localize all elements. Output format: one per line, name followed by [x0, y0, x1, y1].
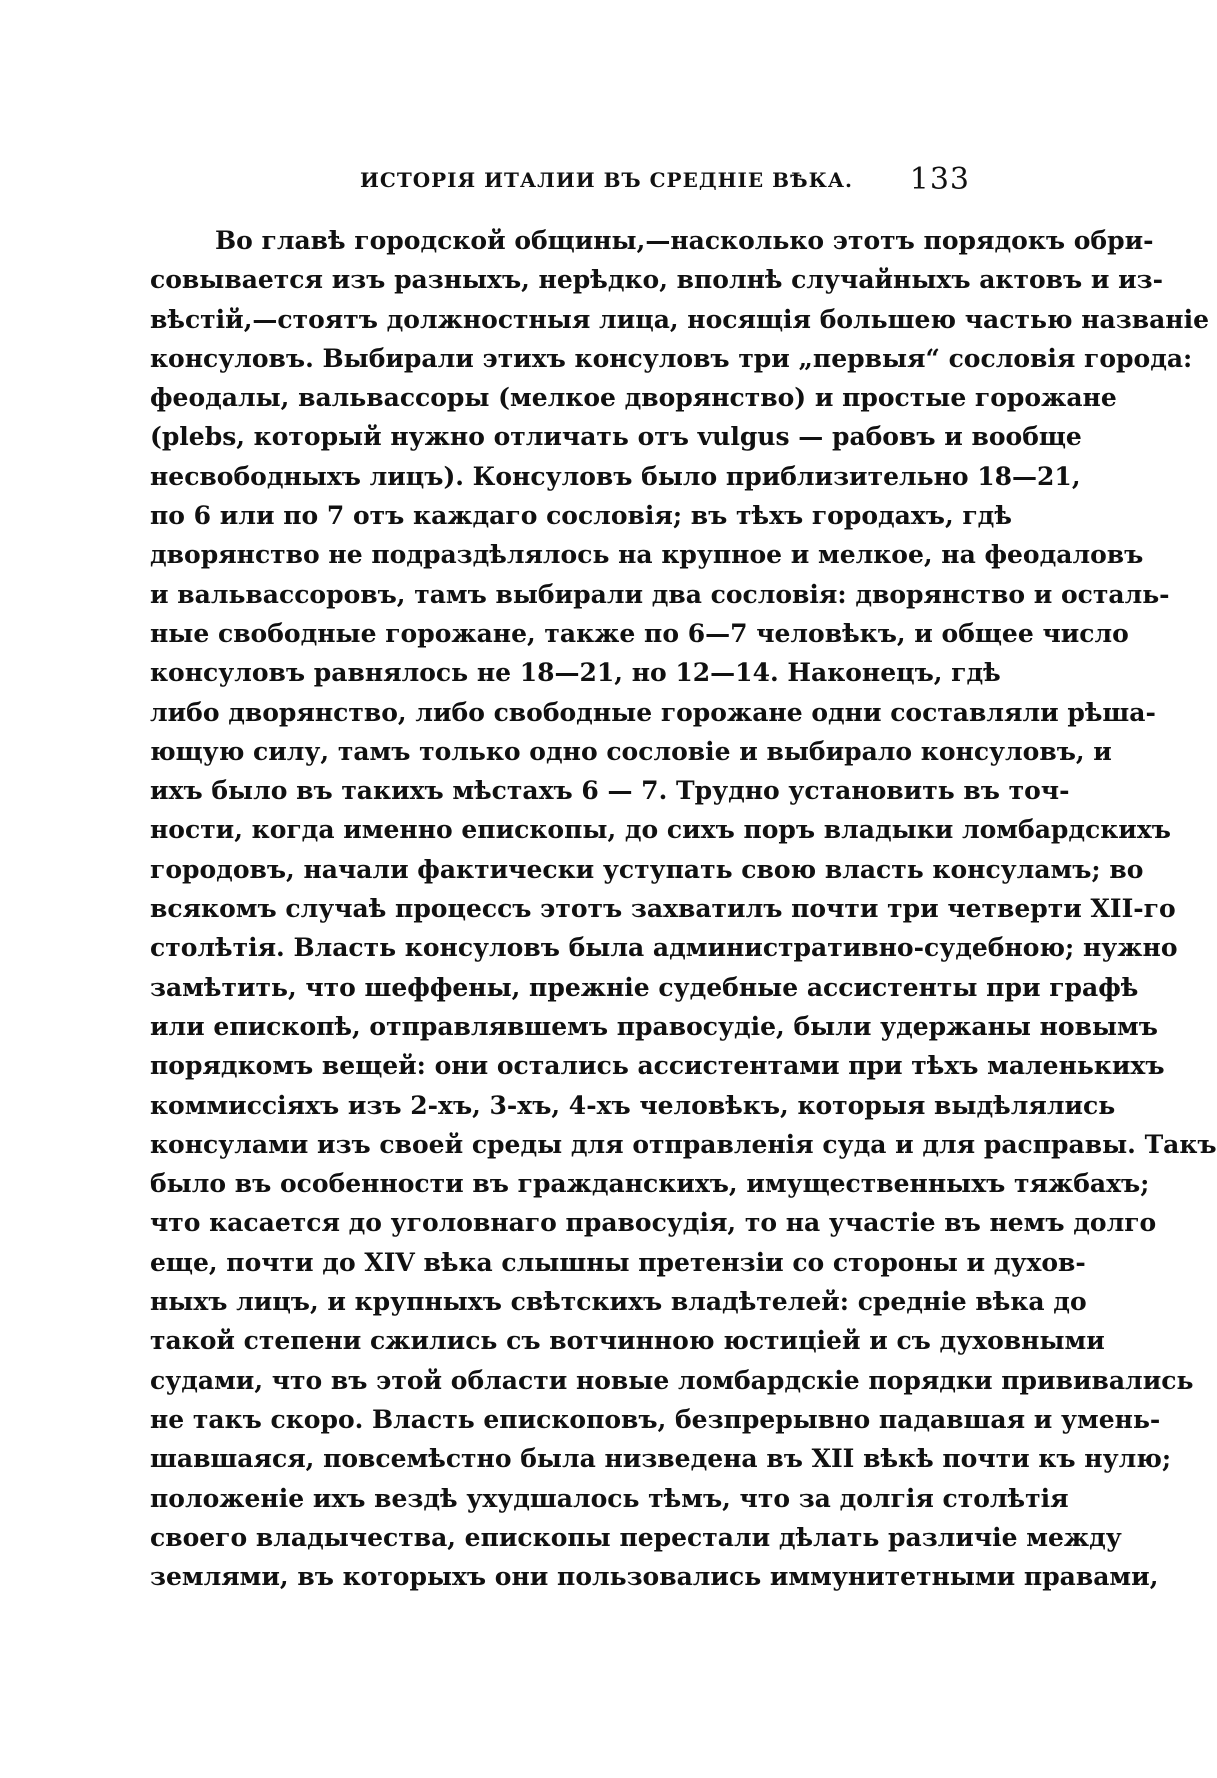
- text-line: консуловъ. Выбирали этихъ консуловъ три „первыя“ сословія города:: [150, 343, 1193, 373]
- text-line: вѣстій,—стоятъ должностныя лица, носящія большею частью названіе: [150, 304, 1209, 334]
- text-line: Во главѣ городской общины,—насколько этотъ порядокъ обри-: [215, 226, 1154, 255]
- text-line: ности, когда именно епископы, до сихъ поръ владыки ломбардскихъ: [150, 815, 1171, 845]
- text-line: положеніе ихъ вездѣ ухудшалось тѣмъ, что за долгія столѣтія: [150, 1483, 1069, 1513]
- text-line: не такъ скоро. Власть епископовъ, безпрерывно падавшая и умень-: [150, 1404, 1161, 1434]
- text-line: совывается изъ разныхъ, нерѣдко, вполнѣ случайныхъ актовъ и из-: [150, 265, 1163, 295]
- text-line: порядкомъ вещей: они остались ассистентами при тѣхъ маленькихъ: [150, 1051, 1165, 1081]
- text-line: столѣтія. Власть консуловъ была административно-судебною; нужно: [150, 933, 1178, 963]
- text-line: либо дворянство, либо свободные горожане одни составляли рѣша-: [150, 697, 1156, 727]
- text-line: ихъ было въ такихъ мѣстахъ 6 — 7. Трудно установить въ точ-: [150, 776, 1070, 806]
- text-line: ющую силу, тамъ только одно сословіе и выбирало консуловъ, и: [150, 736, 1112, 766]
- text-line: консуловъ равнялось не 18—21, но 12—14. Наконецъ, гдѣ: [150, 658, 1001, 688]
- text-line: дворянство не подраздѣлялось на крупное и мелкое, на феодаловъ: [150, 540, 1144, 570]
- text-line: было въ особенности въ гражданскихъ, имущественныхъ тяжбахъ;: [150, 1169, 1150, 1199]
- page-number: 133: [909, 162, 970, 197]
- text-line: всякомъ случаѣ процессъ этотъ захватилъ почти три четверти XII-го: [150, 894, 1176, 924]
- text-line: (plebs, который нужно отличать отъ vulgus — рабовъ и вообще: [150, 422, 1082, 452]
- text-line: судами, что въ этой области новые ломбардскіе порядки прививались: [150, 1365, 1194, 1395]
- text-line: такой степени сжились съ вотчинною юстиціей и съ духовными: [150, 1326, 1105, 1356]
- text-line: феодалы, вальвассоры (мелкое дворянство) и простые горожане: [150, 383, 1117, 413]
- text-line: и вальвассоровъ, тамъ выбирали два сословія: дворянство и осталь-: [150, 579, 1170, 609]
- text-line: что касается до уголовнаго правосудія, то на участіе въ немъ долго: [150, 1208, 1157, 1238]
- text-line: или епископѣ, отправлявшемъ правосудіе, были удержаны новымъ: [150, 1011, 1158, 1041]
- text-line: консулами изъ своей среды для отправленія суда и для расправы. Такъ: [150, 1129, 1217, 1159]
- text-line: коммиссіяхъ изъ 2-хъ, 3-хъ, 4-хъ человѣкъ, которыя выдѣлялись: [150, 1090, 1116, 1120]
- text-line: еще, почти до XIV вѣка слышны претензіи со стороны и духов-: [150, 1247, 1086, 1277]
- text-line: несвободныхъ лицъ). Консуловъ было приблизительно 18—21,: [150, 461, 1081, 491]
- text-line: ные свободные горожане, также по 6—7 человѣкъ, и общее число: [150, 618, 1129, 648]
- page-header: [150, 162, 970, 202]
- text-line: шавшаяся, повсемѣстно была низведена въ XII вѣкѣ почти къ нулю;: [150, 1444, 1172, 1474]
- text-line: по 6 или по 7 отъ каждаго сословія; въ тѣхъ городахъ, гдѣ: [150, 501, 1012, 531]
- text-line: замѣтить, что шеффены, прежніе судебные ассистенты при графѣ: [150, 972, 1139, 1002]
- running-title: ИСТОРІЯ ИТАЛИИ ВЪ СРЕДНІЕ ВѢКА.: [360, 168, 854, 192]
- text-line: городовъ, начали фактически уступать свою власть консуламъ; во: [150, 854, 1144, 884]
- text-line: ныхъ лицъ, и крупныхъ свѣтскихъ владѣтелей: средніе вѣка до: [150, 1287, 1087, 1317]
- text-line: своего владычества, епископы перестали дѣлать различіе между: [150, 1522, 1122, 1552]
- body-paragraph: [150, 221, 1217, 1596]
- text-line: землями, въ которыхъ они пользовались иммунитетными правами,: [150, 1562, 1159, 1592]
